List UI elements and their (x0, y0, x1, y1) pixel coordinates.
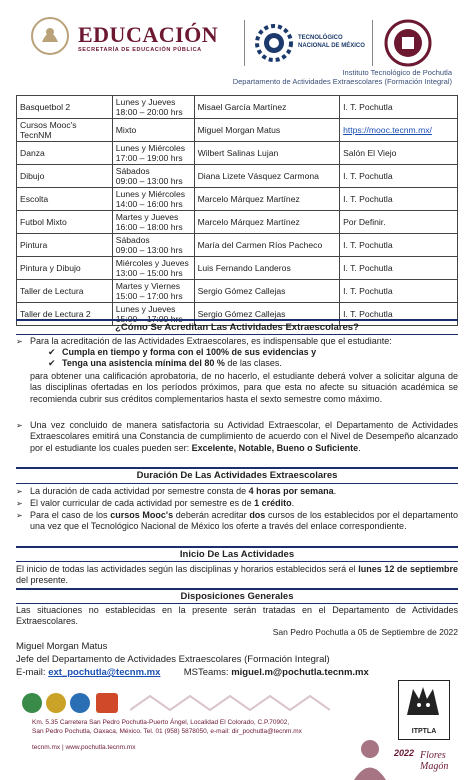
schedule-cell (112, 142, 194, 165)
email-link[interactable]: ext_pochutla@tecnm.mx (48, 667, 161, 678)
activity-cell: Futbol Mixto (17, 211, 113, 234)
time-text: 18:00 – 20:00 hrs (115, 107, 183, 117)
arrow-bullet-icon: ➢ (16, 499, 23, 508)
section-rule (16, 483, 458, 484)
activity-cell: Pintura (17, 234, 113, 257)
time-text: 15:00 – 17:00 hrs (115, 291, 183, 301)
place-cell: I. T. Pochutla (340, 188, 458, 211)
place-cell: I. T. Pochutla (340, 303, 458, 326)
arrow-bullet-icon: ➢ (16, 421, 23, 430)
education-title: EDUCACIÓN (78, 22, 219, 47)
time-text: 09:00 – 13:00 hrs (115, 176, 183, 186)
time-text: 17:00 – 19:00 hrs (115, 153, 183, 163)
table-row (17, 165, 458, 188)
section-rule (16, 588, 458, 590)
instructor-cell: Sergio Gómez Callejas (194, 280, 340, 303)
time-text: 13:00 – 15:00 hrs (115, 268, 183, 278)
arrow-bullet-icon: ➢ (16, 337, 23, 346)
time-text: 09:00 – 13:00 hrs (115, 245, 183, 255)
place-cell: I. T. Pochutla (340, 234, 458, 257)
days-text: Sábados (115, 235, 150, 245)
duracion-item: ➢ El valor curricular de cada actividad por semestre es de 1 crédito. (16, 498, 295, 508)
activity-cell: Pintura y Dibujo (17, 257, 113, 280)
days-text: Martes y Jueves (115, 212, 179, 222)
table-row (17, 257, 458, 280)
table-row (17, 280, 458, 303)
instructor-cell: Wilbert Salinas Lujan (194, 142, 340, 165)
institute-seal-icon (384, 18, 432, 68)
section-rule (16, 467, 458, 469)
place-cell (340, 119, 458, 142)
tecnm-gear-logo-icon (254, 22, 294, 64)
footer-web[interactable]: tecnm.mx | www.pochutla.tecnm.mx (32, 744, 136, 751)
duracion-title: Duración De Las Actividades Extraescolares (136, 470, 338, 481)
signer-name: Miguel Morgan Matus (16, 641, 108, 652)
schedule-table (16, 95, 458, 326)
schedule-cell (112, 188, 194, 211)
footer-address: Km. 5.35 Carretera San Pedro Pochutla-Puerto Ángel, Localidad El Colorado, C.P.70902, San Pedro Pochutla, Oaxaca, México. Tel. 01 (958) 5878050, e-mail: dir_pochutla@tecnm.mx (32, 719, 302, 735)
portrait-illustration-icon (352, 735, 388, 780)
place-cell: I. T. Pochutla (340, 280, 458, 303)
divider (372, 20, 373, 66)
duracion-item: ➢ La duración de cada actividad por semestre consta de 4 horas por semana. (16, 486, 337, 496)
place-cell: I. T. Pochutla (340, 165, 458, 188)
disposiciones-title: Disposiciones Generales (180, 591, 294, 602)
letterhead (0, 0, 474, 98)
inicio-text: El inicio de todas las actividades según las disciplinas y horarios establecidos será el lunes 12 de septiembre del presente. (16, 564, 458, 586)
schedule-cell (112, 96, 194, 119)
days-text: Miércoles y Jueves (115, 258, 189, 268)
teams-contact: miguel.m@pochutla.tecnm.mx (231, 667, 369, 678)
days-text: Lunes y Jueves (115, 97, 176, 107)
section-rule (16, 334, 458, 335)
schedule-cell (112, 234, 194, 257)
instructor-cell: Misael García Martínez (194, 96, 340, 119)
mooc-link[interactable]: https://mooc.tecnm.mx/ (343, 125, 432, 135)
section-rule (16, 561, 458, 562)
activity-cell: Basquetbol 2 (17, 96, 113, 119)
schedule-cell (112, 119, 194, 142)
requirement-item: ✔ Cumpla en tiempo y forma con el 100% de sus evidencias y (48, 347, 317, 357)
days-text: Lunes y Miércoles (115, 189, 186, 199)
checkmark-icon: ✔ (48, 347, 56, 357)
schedule-cell (112, 165, 194, 188)
contact-line: E-mail: ext_pochutla@tecnm.mx MSTeams: miguel.m@pochutla.tecnm.mx (16, 667, 369, 678)
section-rule (16, 319, 458, 321)
decorative-pattern-icon (130, 690, 330, 716)
arrow-bullet-icon: ➢ (16, 511, 23, 520)
activity-cell: Escolta (17, 188, 113, 211)
schedule-cell (112, 280, 194, 303)
table-row (17, 211, 458, 234)
table-row (17, 142, 458, 165)
tecnm-wordmark: TECNOLÓGICO NACIONAL DE MÉXICO (298, 35, 365, 49)
table-row (17, 188, 458, 211)
activity-cell: Danza (17, 142, 113, 165)
section-rule (16, 603, 458, 604)
instructor-cell: Marcelo Márquez Martínez (194, 188, 340, 211)
acreditan-constancia: ➢ Una vez concluido de manera satisfactoria su Actividad Extraescolar, el Departamento de Actividades Extraescolares emitirá una Constancia de cumplimiento de acuerdo con el Nivel de Desempeño alcanzado por el estudiante los cuales pueden ser: Excelente, Notable, Bueno o Suficiente. (16, 420, 458, 453)
table-row (17, 96, 458, 119)
activity-cell: Taller de Lectura (17, 280, 113, 303)
requirement-item: ✔ Tenga una asistencia mínima del 80 % de las clases. (48, 358, 282, 368)
education-subtitle: SECRETARÍA DE EDUCACIÓN PÚBLICA (78, 47, 202, 53)
table-row (17, 234, 458, 257)
itptla-label: ITPTLA (411, 728, 437, 735)
acreditan-title: ¿Cómo Se Acreditan Las Actividades Extraescolares? (115, 322, 359, 333)
year-name: Flores Magón (420, 750, 449, 772)
place-cell: Salón El Viejo (340, 142, 458, 165)
mexico-coat-of-arms-icon (30, 14, 70, 58)
days-text: Mixto (115, 125, 137, 135)
instructor-cell: María del Carmen Ríos Pacheco (194, 234, 340, 257)
divider (244, 20, 245, 66)
place-cell: Por Definir. (340, 211, 458, 234)
activity-cell: Dibujo (17, 165, 113, 188)
disposiciones-text: Las situaciones no establecidas en la presente serán tratadas en el Departamento de Actividades Extraescolares. (16, 605, 458, 627)
year-mark: 2022 (394, 748, 415, 758)
signer-role: Jefe del Departamento de Actividades Extraescolares (Formación Integral) (16, 654, 330, 665)
time-text: 14:00 – 16:00 hrs (115, 199, 183, 209)
days-text: Martes y Viernes (115, 281, 181, 291)
instructor-cell: Miguel Morgan Matus (194, 119, 340, 142)
arrow-bullet-icon: ➢ (16, 487, 23, 496)
section-rule (16, 546, 458, 548)
days-text: Lunes y Jueves (115, 304, 176, 314)
wolf-emblem-icon (399, 681, 448, 721)
department-name: Departamento de Actividades Extraescolares (Formación Integral) (232, 77, 452, 86)
activity-cell: Cursos Mooc's TecnNM (17, 119, 113, 142)
place-cell: I. T. Pochutla (340, 257, 458, 280)
checkmark-icon: ✔ (48, 358, 56, 368)
days-text: Lunes y Miércoles (115, 143, 186, 153)
instructor-cell: Luis Fernando Landeros (194, 257, 340, 280)
schedule-cell (112, 257, 194, 280)
schedule-cell (112, 211, 194, 234)
table-row (17, 119, 458, 142)
instructor-cell: Marcelo Márquez Martínez (194, 211, 340, 234)
footer-partner-logos-icon (20, 690, 122, 716)
document-date: San Pedro Pochutla a 05 de Septiembre de 2022 (272, 627, 458, 637)
days-text: Sábados (115, 166, 150, 176)
time-text: 16:00 – 18:00 hrs (115, 222, 183, 232)
instructor-cell: Sergio Gómez Callejas (194, 303, 340, 326)
institute-name: Instituto Tecnológico de Pochutla (342, 68, 452, 77)
acreditan-paragraph: para obtener una calificación aprobatoria, de no hacerlo, el estudiante deberá volver a solicitar alguna de las disciplinas ofertadas en los períodos próximos, para que esta no afecte su situación académica se recomienda cubrir sus créditos complementarios hasta el sexto semestre como máximo. (30, 371, 458, 404)
duracion-item: ➢ Para el caso de los cursos Mooc's deberán acreditar dos cursos de los establecidos por el departamento una vez que el Tecnológico Nacional de México los oferte a través del enlace correspondiente. (16, 510, 459, 532)
inicio-title: Inicio De Las Actividades (179, 549, 295, 560)
instructor-cell: Diana Lizete Vásquez Carmona (194, 165, 340, 188)
activity-cell: Taller de Lectura 2 (17, 303, 113, 326)
acreditan-intro: ➢ Para la acreditación de las Actividades Extraescolares, es indispensable que el estudiante: (16, 336, 392, 346)
place-cell: I. T. Pochutla (340, 96, 458, 119)
